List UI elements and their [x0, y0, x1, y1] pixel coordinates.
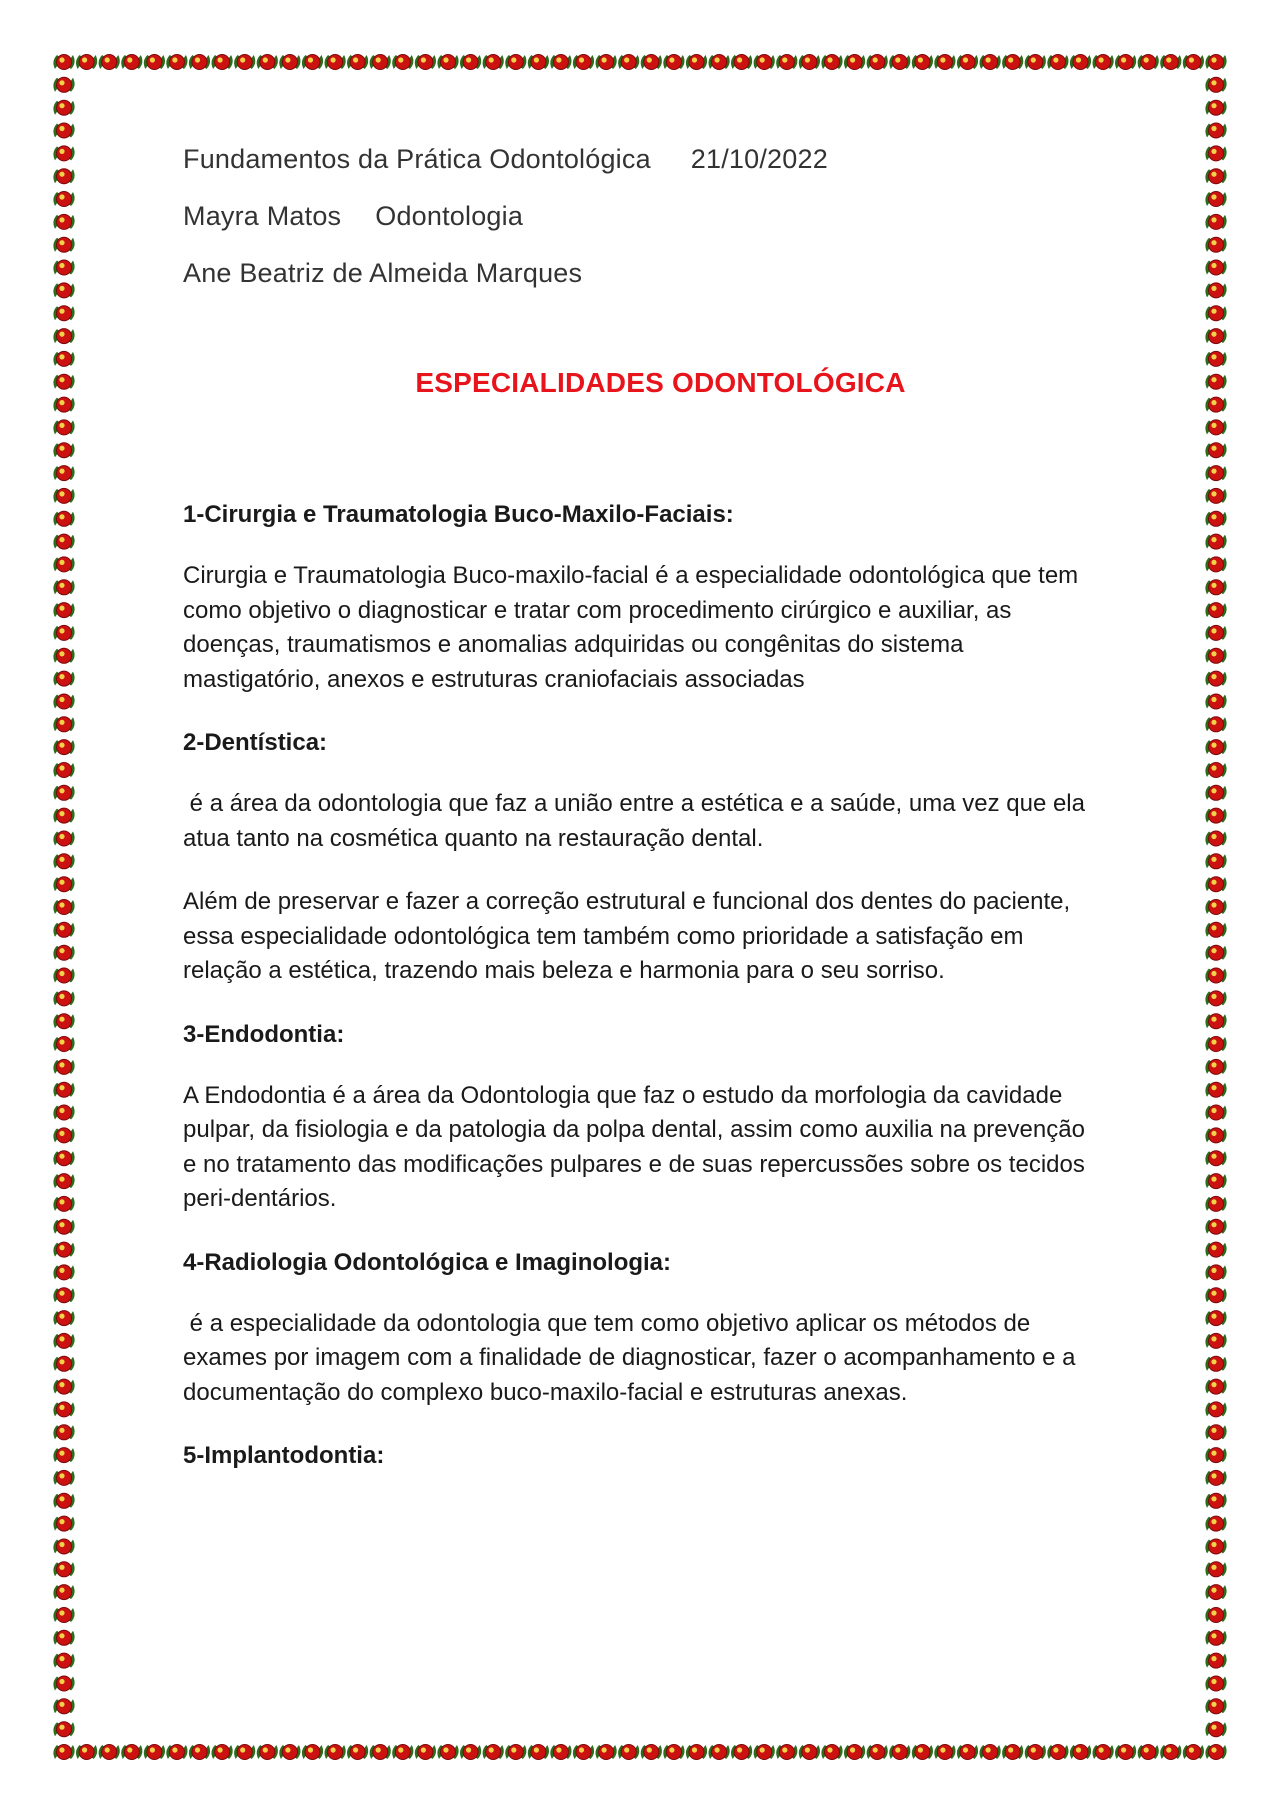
red-flower-icon [189, 1745, 210, 1760]
red-flower-icon [1047, 1745, 1068, 1760]
red-flower-icon [53, 671, 74, 686]
red-flower-icon [53, 1745, 74, 1760]
red-flower-icon [1205, 1151, 1226, 1166]
program-name: Odontologia [375, 201, 524, 231]
red-flower-icon [663, 55, 684, 70]
red-flower-icon [53, 763, 74, 778]
red-flower-icon [99, 55, 120, 70]
red-flower-icon [483, 55, 504, 70]
red-flower-icon [1205, 146, 1226, 161]
red-flower-icon [53, 488, 74, 503]
red-flower-icon [957, 55, 978, 70]
student-name: Ane Beatriz de Almeida Marques [183, 258, 583, 288]
red-flower-icon [980, 1745, 1001, 1760]
red-flower-icon [53, 1105, 74, 1120]
red-flower-icon [573, 55, 594, 70]
red-flower-icon [212, 1745, 233, 1760]
red-flower-icon [279, 1745, 300, 1760]
red-flower-icon [1138, 55, 1159, 70]
red-flower-icon [1205, 466, 1226, 481]
red-flower-icon [1205, 1082, 1226, 1097]
red-flower-icon [1205, 1493, 1226, 1508]
red-flower-icon [1115, 55, 1136, 70]
red-flower-icon [1205, 625, 1226, 640]
red-flower-icon [1205, 785, 1226, 800]
red-flower-icon [53, 306, 74, 321]
red-flower-icon [1205, 283, 1226, 298]
red-flower-icon [53, 1493, 74, 1508]
red-flower-icon [483, 1745, 504, 1760]
red-flower-icon [325, 1745, 346, 1760]
red-flower-icon [686, 1745, 707, 1760]
red-flower-icon [53, 283, 74, 298]
red-flower-icon [53, 397, 74, 412]
red-flower-icon [867, 1745, 888, 1760]
section-paragraph: Cirurgia e Traumatologia Buco-maxilo-facial é a especialidade odontológica que tem como objetivo o diagnosticar e tratar com procedimento cirúrgico e auxiliar, as doenças, traumatismos e anomalias adquiridas ou congênitas do sistema mastigatório, anexos e estruturas craniofaciais associadas [183, 562, 1079, 693]
red-flower-icon [53, 1242, 74, 1257]
red-flower-icon [1205, 1516, 1226, 1531]
red-flower-icon [934, 55, 955, 70]
section-4 [183, 1246, 1103, 1411]
red-flower-icon [1205, 534, 1226, 549]
red-flower-icon [844, 55, 865, 70]
red-flower-icon [53, 1402, 74, 1417]
red-flower-icon [53, 260, 74, 275]
red-flower-icon [934, 1745, 955, 1760]
red-flower-icon [1205, 306, 1226, 321]
red-flower-icon [53, 922, 74, 937]
red-flower-icon [1070, 1745, 1091, 1760]
red-flower-icon [1205, 1242, 1226, 1257]
red-flower-icon [1205, 1630, 1226, 1645]
red-flower-icon [686, 55, 707, 70]
red-flower-icon [1205, 1653, 1226, 1668]
red-flower-icon [53, 740, 74, 755]
red-flower-icon [347, 1745, 368, 1760]
red-flower-icon [415, 1745, 436, 1760]
red-flower-icon [889, 55, 910, 70]
red-flower-icon [144, 55, 165, 70]
red-flower-icon [53, 717, 74, 732]
red-flower-icon [53, 351, 74, 366]
red-flower-icon [1160, 55, 1181, 70]
red-flower-icon [754, 1745, 775, 1760]
section-heading: 5-Implantodontia: [183, 1442, 385, 1469]
red-flower-icon [1205, 1699, 1226, 1714]
red-flower-icon [53, 1356, 74, 1371]
red-flower-icon [641, 1745, 662, 1760]
red-flower-icon [1205, 511, 1226, 526]
red-flower-icon [550, 1745, 571, 1760]
red-flower-icon [53, 1288, 74, 1303]
red-flower-icon [1205, 100, 1226, 115]
red-flower-icon [1205, 1105, 1226, 1120]
section-heading: 4-Radiologia Odontológica e Imaginologia: [183, 1248, 672, 1276]
red-flower-icon [1205, 1128, 1226, 1143]
red-flower-icon [1205, 488, 1226, 503]
red-flower-icon [234, 1745, 255, 1760]
red-flower-icon [53, 1174, 74, 1189]
teacher-name: Mayra Matos [183, 201, 342, 231]
red-flower-icon [53, 420, 74, 435]
red-flower-icon [1205, 260, 1226, 275]
red-flower-icon [53, 1608, 74, 1623]
red-flower-icon [1205, 968, 1226, 983]
red-flower-icon [889, 1745, 910, 1760]
red-flower-icon [347, 55, 368, 70]
red-flower-icon [302, 1745, 323, 1760]
section-paragraph: Além de preservar e fazer a correção estrutural e funcional dos dentes do paciente, essa especialidade odontológica tem também como prioridade a satisfação em relação a estética, trazendo mais beleza e harmonia para o seu sorriso. [183, 888, 1071, 984]
red-flower-icon [1205, 945, 1226, 960]
red-flower-icon [53, 1630, 74, 1645]
red-flower-icon [53, 557, 74, 572]
red-flower-icon [1002, 1745, 1023, 1760]
red-flower-icon [528, 55, 549, 70]
section-heading: 1-Cirurgia e Traumatologia Buco-Maxilo-Faciais: [183, 501, 734, 528]
red-flower-icon [1205, 329, 1226, 344]
red-flower-icon [53, 192, 74, 207]
red-flower-icon [53, 1539, 74, 1554]
section-3 [183, 1018, 1103, 1217]
red-flower-icon [1025, 55, 1046, 70]
red-flower-icon [53, 1128, 74, 1143]
red-flower-icon [1205, 123, 1226, 138]
red-flower-icon [957, 1745, 978, 1760]
red-flower-icon [731, 55, 752, 70]
red-flower-icon [1205, 1174, 1226, 1189]
red-flower-icon [1205, 900, 1226, 915]
red-flower-icon [1205, 1402, 1226, 1417]
red-flower-icon [1205, 694, 1226, 709]
red-flower-icon [53, 1151, 74, 1166]
red-flower-icon [1070, 55, 1091, 70]
red-flower-icon [189, 55, 210, 70]
red-flower-icon [1183, 55, 1204, 70]
red-flower-icon [867, 55, 888, 70]
red-flower-icon [1205, 1470, 1226, 1485]
red-flower-icon [731, 1745, 752, 1760]
red-flower-icon [53, 100, 74, 115]
red-flower-icon [1205, 1288, 1226, 1303]
red-flower-icon [912, 55, 933, 70]
red-flower-icon [53, 1653, 74, 1668]
red-flower-icon [53, 1082, 74, 1097]
red-flower-icon [618, 55, 639, 70]
red-flower-icon [53, 900, 74, 915]
red-flower-icon [596, 55, 617, 70]
red-flower-icon [76, 55, 97, 70]
red-flower-icon [53, 1265, 74, 1280]
red-flower-icon [53, 1470, 74, 1485]
red-flower-icon [1205, 1014, 1226, 1029]
red-flower-icon [641, 55, 662, 70]
red-flower-icon [1115, 1745, 1136, 1760]
red-flower-icon [709, 1745, 730, 1760]
red-flower-icon [53, 1379, 74, 1394]
red-flower-icon [53, 146, 74, 161]
red-flower-icon [53, 1196, 74, 1211]
red-flower-icon [53, 77, 74, 92]
red-flower-icon [437, 1745, 458, 1760]
red-flower-icon [799, 1745, 820, 1760]
red-flower-icon [1205, 1562, 1226, 1577]
document-body [183, 140, 1103, 1500]
red-flower-icon [821, 1745, 842, 1760]
red-flower-icon [1205, 55, 1226, 70]
red-flower-icon [912, 1745, 933, 1760]
red-flower-icon [234, 55, 255, 70]
header-line-student [183, 254, 1103, 292]
red-flower-icon [53, 123, 74, 138]
section-paragraph: A Endodontia é a área da Odontologia que faz o estudo da morfologia da cavidade pulpar, da fisiologia e da patologia da polpa dental, assim como auxilia na prevenção e no tratamento das modificações pulpares e de suas repercussões sobre os tecidos peri-dentários. [183, 1081, 1085, 1212]
red-flower-icon [821, 55, 842, 70]
red-flower-icon [1205, 214, 1226, 229]
red-flower-icon [460, 55, 481, 70]
red-flower-icon [121, 55, 142, 70]
red-flower-icon [53, 1676, 74, 1691]
red-flower-icon [1205, 443, 1226, 458]
red-flower-icon [460, 1745, 481, 1760]
red-flower-icon [257, 55, 278, 70]
red-flower-icon [776, 1745, 797, 1760]
red-flower-icon [1205, 1448, 1226, 1463]
red-flower-icon [53, 945, 74, 960]
date: 21/10/2022 [690, 144, 828, 174]
red-flower-icon [53, 1219, 74, 1234]
red-flower-icon [980, 55, 1001, 70]
red-flower-icon [776, 55, 797, 70]
red-flower-icon [415, 55, 436, 70]
course-name: Fundamentos da Prática Odontológica [183, 144, 651, 174]
red-flower-icon [53, 1722, 74, 1737]
red-flower-icon [53, 625, 74, 640]
red-flower-icon [53, 785, 74, 800]
red-flower-icon [437, 55, 458, 70]
red-flower-icon [53, 854, 74, 869]
red-flower-icon [1002, 55, 1023, 70]
red-flower-icon [1025, 1745, 1046, 1760]
red-flower-icon [1205, 580, 1226, 595]
red-flower-icon [370, 1745, 391, 1760]
red-flower-icon [1205, 922, 1226, 937]
red-flower-icon [1205, 671, 1226, 686]
red-flower-icon [53, 580, 74, 595]
red-flower-icon [1205, 1676, 1226, 1691]
red-flower-icon [1205, 374, 1226, 389]
red-flower-icon [1205, 192, 1226, 207]
red-flower-icon [53, 443, 74, 458]
red-flower-icon [1205, 1219, 1226, 1234]
section-1 [183, 498, 1103, 697]
red-flower-icon [53, 237, 74, 252]
red-flower-icon [1205, 740, 1226, 755]
red-flower-icon [53, 1516, 74, 1531]
red-flower-icon [1205, 420, 1226, 435]
red-flower-icon [1205, 831, 1226, 846]
red-flower-icon [53, 1425, 74, 1440]
red-flower-icon [1205, 1196, 1226, 1211]
red-flower-icon [1205, 1608, 1226, 1623]
red-flower-icon [573, 1745, 594, 1760]
section-5 [183, 1439, 1103, 1473]
red-flower-icon [370, 55, 391, 70]
red-flower-icon [325, 55, 346, 70]
red-flower-icon [550, 55, 571, 70]
red-flower-icon [53, 1585, 74, 1600]
red-flower-icon [53, 1037, 74, 1052]
section-paragraph: é a especialidade da odontologia que tem como objetivo aplicar os métodos de exames por imagem com a finalidade de diagnosticar, fazer o acompanhamento e a documentação do complexo buco-maxilo-facial e estruturas anexas. [183, 1309, 1083, 1406]
red-flower-icon [53, 991, 74, 1006]
red-flower-icon [1205, 237, 1226, 252]
red-flower-icon [53, 466, 74, 481]
red-flower-icon [53, 169, 74, 184]
red-flower-icon [1205, 1379, 1226, 1394]
red-flower-icon [53, 1562, 74, 1577]
red-flower-icon [53, 1311, 74, 1326]
section-2 [183, 726, 1103, 989]
red-flower-icon [53, 877, 74, 892]
red-flower-icon [99, 1745, 120, 1760]
red-flower-icon [1205, 1425, 1226, 1440]
red-flower-icon [53, 214, 74, 229]
red-flower-icon [1205, 169, 1226, 184]
red-flower-icon [257, 1745, 278, 1760]
red-flower-icon [392, 1745, 413, 1760]
red-flower-icon [53, 603, 74, 618]
red-flower-icon [1047, 55, 1068, 70]
red-flower-icon [1205, 808, 1226, 823]
red-flower-icon [1205, 557, 1226, 572]
red-flower-icon [53, 808, 74, 823]
red-flower-icon [53, 534, 74, 549]
red-flower-icon [1183, 1745, 1204, 1760]
section-heading: 3-Endodontia: [183, 1020, 345, 1048]
red-flower-icon [53, 1448, 74, 1463]
red-flower-icon [663, 1745, 684, 1760]
red-flower-icon [799, 55, 820, 70]
section-paragraph: é a área da odontologia que faz a união entre a estética e a saúde, uma vez que ela atua tanto na cosmética quanto na restauração dental. [183, 790, 1092, 852]
red-flower-icon [53, 1059, 74, 1074]
red-flower-icon [121, 1745, 142, 1760]
red-flower-icon [1205, 397, 1226, 412]
red-flower-icon [53, 55, 74, 70]
red-flower-icon [53, 1014, 74, 1029]
red-flower-icon [1205, 877, 1226, 892]
red-flower-icon [1205, 763, 1226, 778]
red-flower-icon [53, 511, 74, 526]
red-flower-icon [1205, 717, 1226, 732]
red-flower-icon [392, 55, 413, 70]
red-flower-icon [1205, 1311, 1226, 1326]
red-flower-icon [1093, 1745, 1114, 1760]
red-flower-icon [1205, 77, 1226, 92]
red-flower-icon [302, 55, 323, 70]
red-flower-icon [1205, 1265, 1226, 1280]
red-flower-icon [279, 55, 300, 70]
red-flower-icon [53, 1699, 74, 1714]
red-flower-icon [528, 1745, 549, 1760]
red-flower-icon [212, 55, 233, 70]
red-flower-icon [1205, 1585, 1226, 1600]
header-line-teacher [183, 197, 1103, 235]
red-flower-icon [53, 329, 74, 344]
red-flower-icon [618, 1745, 639, 1760]
red-flower-icon [505, 1745, 526, 1760]
red-flower-icon [53, 1333, 74, 1348]
red-flower-icon [53, 374, 74, 389]
red-flower-icon [166, 1745, 187, 1760]
red-flower-icon [1138, 1745, 1159, 1760]
red-flower-icon [1205, 351, 1226, 366]
red-flower-icon [1205, 991, 1226, 1006]
red-flower-icon [505, 55, 526, 70]
red-flower-icon [1205, 1539, 1226, 1554]
red-flower-icon [596, 1745, 617, 1760]
red-flower-icon [1205, 1745, 1226, 1760]
red-flower-icon [1205, 1037, 1226, 1052]
page-title: ESPECIALIDADES ODONTOLÓGICA [415, 367, 906, 398]
red-flower-icon [1205, 1333, 1226, 1348]
red-flower-icon [53, 968, 74, 983]
red-flower-icon [76, 1745, 97, 1760]
red-flower-icon [1205, 854, 1226, 869]
header-line-course [183, 140, 1103, 178]
red-flower-icon [1160, 1745, 1181, 1760]
red-flower-icon [844, 1745, 865, 1760]
red-flower-icon [1205, 1059, 1226, 1074]
red-flower-icon [166, 55, 187, 70]
red-flower-icon [1205, 1722, 1226, 1737]
red-flower-icon [144, 1745, 165, 1760]
red-flower-icon [53, 648, 74, 663]
red-flower-icon [1205, 603, 1226, 618]
red-flower-icon [709, 55, 730, 70]
red-flower-icon [1205, 1356, 1226, 1371]
red-flower-icon [754, 55, 775, 70]
section-heading: 2-Dentística: [183, 729, 328, 756]
red-flower-icon [1093, 55, 1114, 70]
red-flower-icon [1205, 648, 1226, 663]
red-flower-icon [53, 694, 74, 709]
red-flower-icon [53, 831, 74, 846]
